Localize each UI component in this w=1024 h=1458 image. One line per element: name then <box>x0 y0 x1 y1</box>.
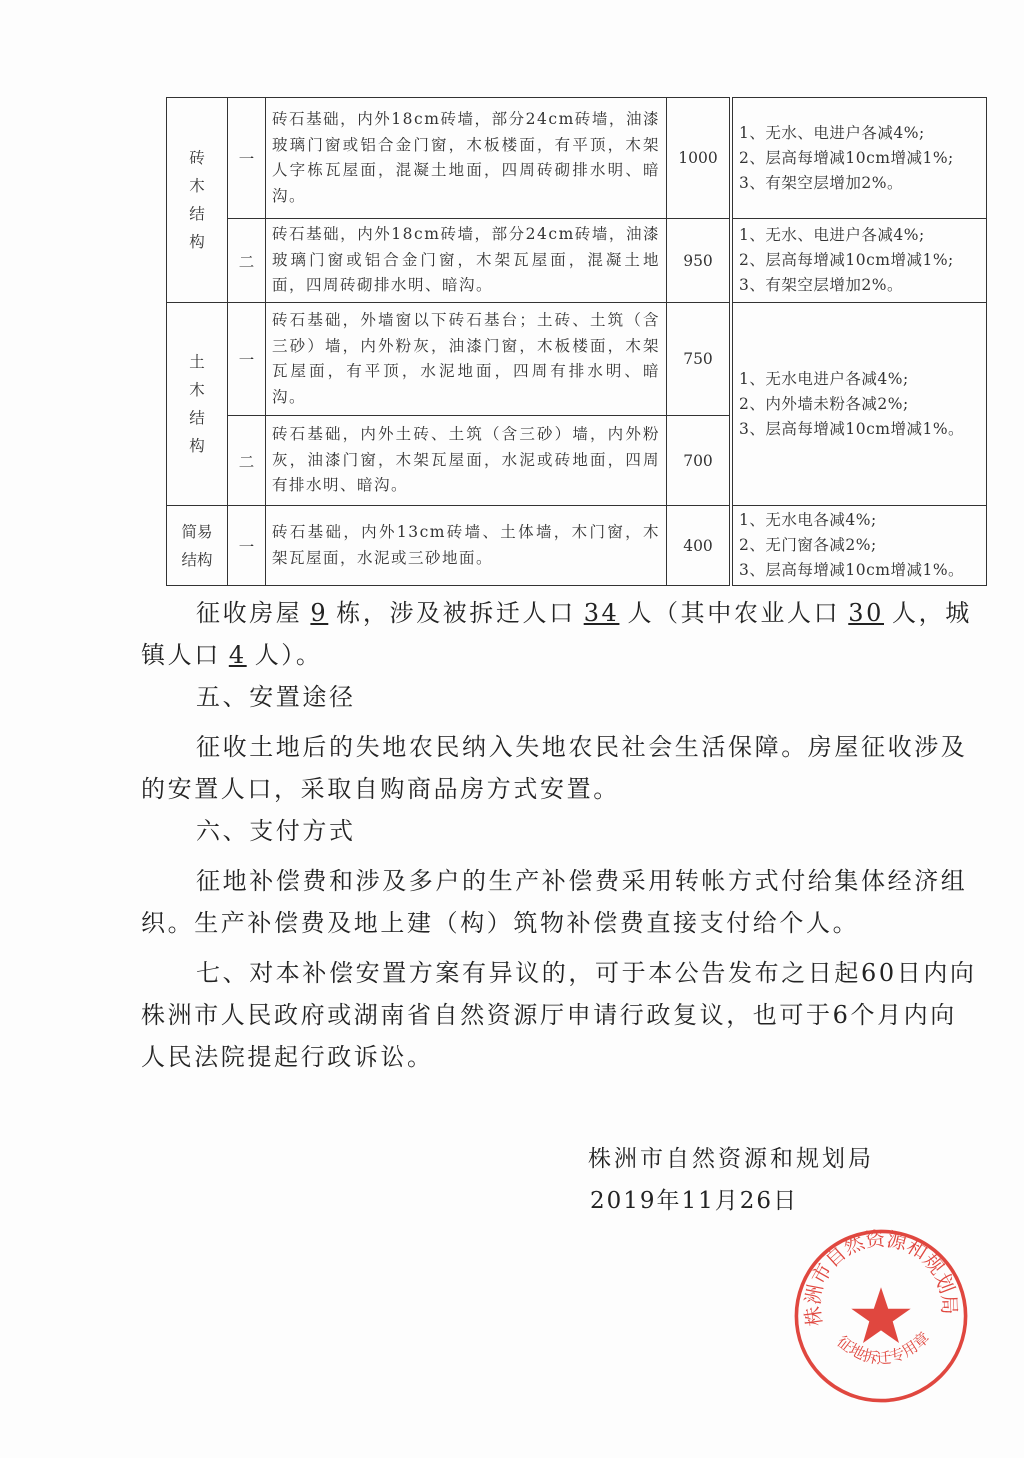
description-cell: 砖石基础，外墙窗以下砖石基台；土砖、土筑（含三砂）墙，内外粉灰，油漆门窗，木板楼面，木架瓦屋面，有平顶，水泥地面，四周有排水明、暗沟。 <box>266 303 667 416</box>
section-heading: 六、支付方式 <box>196 817 356 845</box>
note: 2、层高每增减10cm增减1%; <box>739 251 954 269</box>
official-seal-stamp <box>791 1226 971 1406</box>
text: 栋，涉及被拆迁人口 <box>336 599 576 627</box>
text: 人，城 <box>892 599 972 627</box>
paragraph-line: 人民法院提起行政诉讼。 <box>141 1043 434 1071</box>
housing-compensation-table <box>166 97 987 586</box>
grade-cell: 二 <box>228 219 266 303</box>
description-cell: 砖石基础，内外18cm砖墙，部分24cm砖墙，油漆玻璃门窗或铝合金门窗，木架瓦屋面，混凝土地面，四周砖砌排水明、暗沟。 <box>266 219 667 303</box>
note: 1、无水、电进户各减4%; <box>739 226 925 244</box>
structure-cell: 砖 木 结 构 <box>167 98 228 303</box>
structure-cell: 简易 结构 <box>167 506 228 586</box>
housing-summary-line <box>141 634 1003 676</box>
notes-cell <box>731 219 987 303</box>
description-cell: 砖石基础，内外18cm砖墙，部分24cm砖墙，油漆玻璃门窗或铝合金门窗，木板楼面，有平顶，木架人字栋瓦屋面，混凝土地面，四周砖砌排水明、暗沟。 <box>266 98 667 219</box>
note: 3、有架空层增加2%。 <box>739 276 903 294</box>
table-row <box>167 98 987 219</box>
paragraph-line: 的安置人口，采取自购商品房方式安置。 <box>141 775 620 803</box>
note: 1、无水电各减4%; <box>739 511 877 529</box>
price-cell: 400 <box>667 506 732 586</box>
paragraph-line: 七、对本补偿安置方案有异议的，可于本公告发布之日起60日内向 <box>196 959 977 987</box>
note: 1、无水电进户各减4%; <box>739 369 909 388</box>
text: 人（其中农业人口 <box>627 599 841 627</box>
house-count: 9 <box>310 599 329 627</box>
issuing-authority: 株洲市自然资源和规划局 <box>588 1146 874 1172</box>
issue-date: 2019年11月26日 <box>590 1188 799 1214</box>
text: 镇人口 <box>141 641 221 669</box>
notes-cell <box>731 98 987 219</box>
document-body <box>141 97 1003 1406</box>
table-row <box>167 303 987 416</box>
svg-text:征地拆迁专用章 <box>834 1328 934 1367</box>
paragraph-line: 织。生产补偿费及地上建（构）筑物补偿费直接支付给个人。 <box>141 909 860 937</box>
urban-count: 4 <box>228 641 247 669</box>
grade-cell: 一 <box>228 303 266 416</box>
note: 3、层高每增减10cm增减1%。 <box>739 419 965 438</box>
note: 2、层高每增减10cm增减1%; <box>739 148 954 167</box>
grade-cell: 一 <box>228 98 266 219</box>
paragraph-line: 征地补偿费和涉及多户的生产补偿费采用转帐方式付给集体经济组 <box>196 867 968 895</box>
note: 2、内外墙未粉各减2%; <box>739 394 909 413</box>
notes-cell <box>731 506 987 586</box>
star-icon <box>851 1287 910 1343</box>
paragraph-line: 征收土地后的失地农民纳入失地农民社会生活保障。房屋征收涉及 <box>196 733 968 761</box>
price-cell: 950 <box>667 219 732 303</box>
section-heading: 五、安置途径 <box>196 683 356 711</box>
seal-outer-text: 株洲市自然资源和规划局 <box>801 1227 961 1328</box>
agricultural-count: 30 <box>848 599 884 627</box>
description-cell: 砖石基础，内外13cm砖墙、土体墙，木门窗，木架瓦屋面，水泥或三砂地面。 <box>266 506 667 586</box>
structure-cell: 土 木 结 构 <box>167 303 228 506</box>
note: 3、有架空层增加2%。 <box>739 173 903 192</box>
table-row <box>167 506 987 586</box>
price-cell: 700 <box>667 416 732 506</box>
grade-cell: 二 <box>228 416 266 506</box>
text: 人）。 <box>254 641 323 669</box>
price-cell: 1000 <box>667 98 732 219</box>
population-count: 34 <box>583 599 620 627</box>
paragraph-line: 株洲市人民政府或湖南省自然资源厅申请行政复议，也可于6个月内向 <box>141 1001 957 1029</box>
housing-summary-line <box>141 592 1003 634</box>
notes-cell <box>731 303 987 506</box>
table-row <box>167 219 987 303</box>
price-cell: 750 <box>667 303 732 416</box>
seal-inner-text: 征地拆迁专用章 <box>833 1328 934 1368</box>
text: 征收房屋 <box>196 599 303 627</box>
grade-cell: 一 <box>228 506 266 586</box>
description-cell: 砖石基础，内外土砖、土筑（含三砂）墙，内外粉灰，油漆门窗，木架瓦屋面，水泥或砖地面，四周有排水明、暗沟。 <box>266 416 667 506</box>
note: 3、层高每增减10cm增减1%。 <box>739 561 965 579</box>
note: 2、无门窗各减2%; <box>739 536 877 554</box>
note: 1、无水、电进户各减4%; <box>739 123 925 142</box>
